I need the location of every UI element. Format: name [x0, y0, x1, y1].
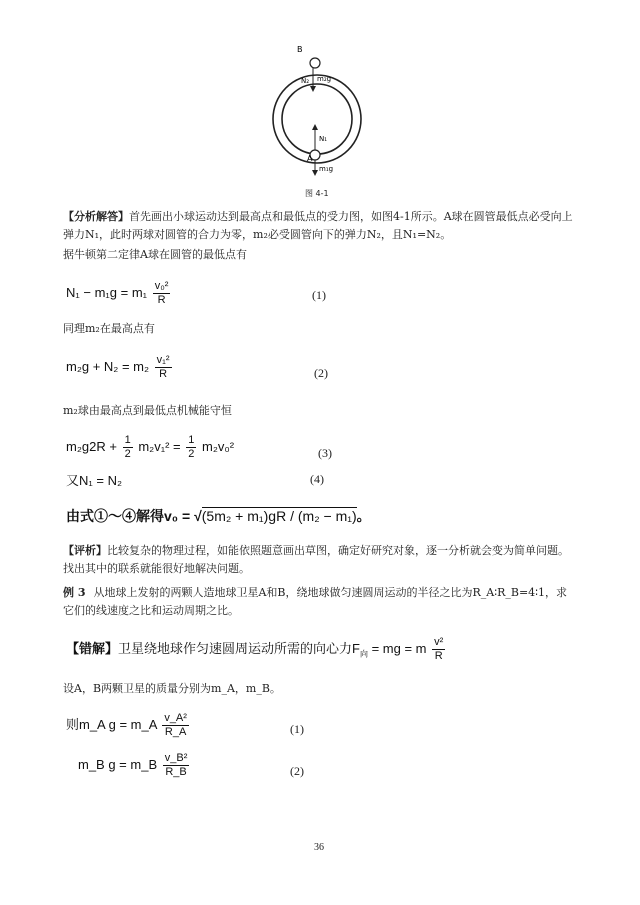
eq3-half-2-den: 2	[188, 448, 195, 460]
newton-line: 据牛顿第二定律A球在圆管的最低点有	[63, 248, 247, 261]
wrong-sub: 向	[359, 649, 368, 659]
eq3-half-1	[123, 434, 133, 461]
example3-paragraph	[63, 584, 578, 620]
eq2-fraction	[155, 354, 172, 381]
wrong-text: 卫星绕地球作匀速圆周运动所需的向心力F	[118, 640, 360, 656]
eqa-tag: (1)	[290, 722, 304, 736]
eq3-b: m₂v₁² =	[138, 438, 181, 454]
label-n1: N₁	[319, 135, 328, 143]
analysis-tag: 【分析解答】	[63, 210, 129, 223]
equation-2	[66, 354, 174, 381]
eqa-num: v_A²	[164, 712, 187, 724]
equation-3	[66, 434, 234, 461]
equation-a	[66, 712, 191, 739]
analysis-paragraph	[63, 208, 578, 244]
eq2-lhs: m₂g + N₂ = m₂	[66, 358, 150, 374]
eqb-lhs: m_B g = m_B	[78, 756, 158, 772]
example3-text: 从地球上发射的两颗人造地球卫星A和B，绕地球做匀速圆周运动的半径之比为R_A∶R_B=4∶1，求它们的线速度之比和运动周期之比。	[63, 586, 568, 617]
eq4-tag: (4)	[310, 472, 324, 486]
mass-line: 设A，B两颗卫星的质量分别为m_A，m_B。	[63, 682, 281, 695]
wrong-tag: 【错解】	[66, 640, 119, 656]
wrong-fraction	[432, 636, 445, 663]
example3-tag: 例 3	[63, 586, 86, 599]
comment-paragraph	[63, 542, 578, 578]
wrong-eq: = mg = m	[367, 640, 427, 656]
eq3-a: m₂g2R +	[66, 438, 117, 454]
eqb-fraction	[163, 752, 190, 779]
analysis-text: 首先画出小球运动达到最高点和最低点的受力图，如图4-1所示。A球在圆管最低点必受向上弹力N₁，此时两球对圆管的合力为零，m₂必受圆管向下的弹力N₂，且N₁=N₂。	[63, 210, 573, 241]
eq2-num: v₁²	[156, 354, 170, 366]
eqa-den: R_A	[164, 726, 187, 738]
equation-4: 又N₁ = N₂	[66, 473, 123, 488]
eq3-c: m₂v₀²	[201, 438, 235, 454]
eq1-fraction	[153, 280, 171, 307]
label-m1g: m₁g	[319, 165, 334, 173]
arrowhead-n2	[310, 86, 316, 92]
eq5-pre: 由式①～④解得v₀ =	[66, 508, 195, 524]
eq1-num: v₀²	[154, 280, 169, 292]
eq3-half-2	[186, 434, 196, 461]
same-line: 同理m₂在最高点有	[63, 322, 155, 335]
eqa-fraction	[162, 712, 189, 739]
ball-b	[310, 58, 320, 68]
eq1-den: R	[157, 294, 166, 306]
eqb-den: R_B	[165, 766, 187, 778]
eqa-lhs: 则m_A g = m_A	[66, 716, 157, 732]
figure-4-1	[270, 40, 370, 190]
eq2-den: R	[159, 368, 168, 380]
eq3-half-1-num: 1	[124, 434, 131, 446]
eq3-half-2-num: 1	[188, 434, 195, 446]
eq5-post: 。	[356, 508, 371, 524]
comment-text: 比较复杂的物理过程，如能依照题意画出草图，确定好研究对象，逐一分析就会变为简单问题。找出其中的联系就能很好地解决问题。	[63, 544, 569, 575]
label-b: B	[297, 45, 303, 54]
eq3-tag: (3)	[318, 446, 332, 460]
eqb-tag: (2)	[290, 764, 304, 778]
eqb-num: v_B²	[164, 752, 188, 764]
label-n2: N₂	[301, 77, 310, 85]
label-m2g: m₂g	[317, 75, 332, 83]
equation-5	[66, 506, 371, 526]
sqrt-sign: √	[194, 508, 202, 524]
equation-b	[78, 752, 191, 779]
comment-tag: 【评析】	[63, 544, 107, 557]
arrowhead-n1	[312, 124, 318, 130]
wrong-solution	[66, 636, 447, 663]
figure-caption: 图 4-1	[305, 189, 329, 198]
eq1-tag: (1)	[312, 288, 326, 302]
energy-line: m₂球由最高点到最低点机械能守恒	[63, 404, 232, 417]
label-a: A	[307, 154, 313, 163]
eq2-tag: (2)	[314, 366, 328, 380]
page-number: 36	[314, 842, 324, 853]
wrong-num: v²	[434, 636, 444, 648]
wrong-den: R	[434, 650, 443, 662]
arrowhead-m1g	[312, 170, 318, 176]
eq1-lhs: N₁ − m₁g = m₁	[66, 284, 148, 300]
inner-ring	[282, 84, 352, 154]
equation-1	[66, 280, 172, 307]
eq3-half-1-den: 2	[124, 448, 131, 460]
eq5-root: (5m₂ + m₁)gR / (m₂ − m₁)	[201, 508, 357, 524]
